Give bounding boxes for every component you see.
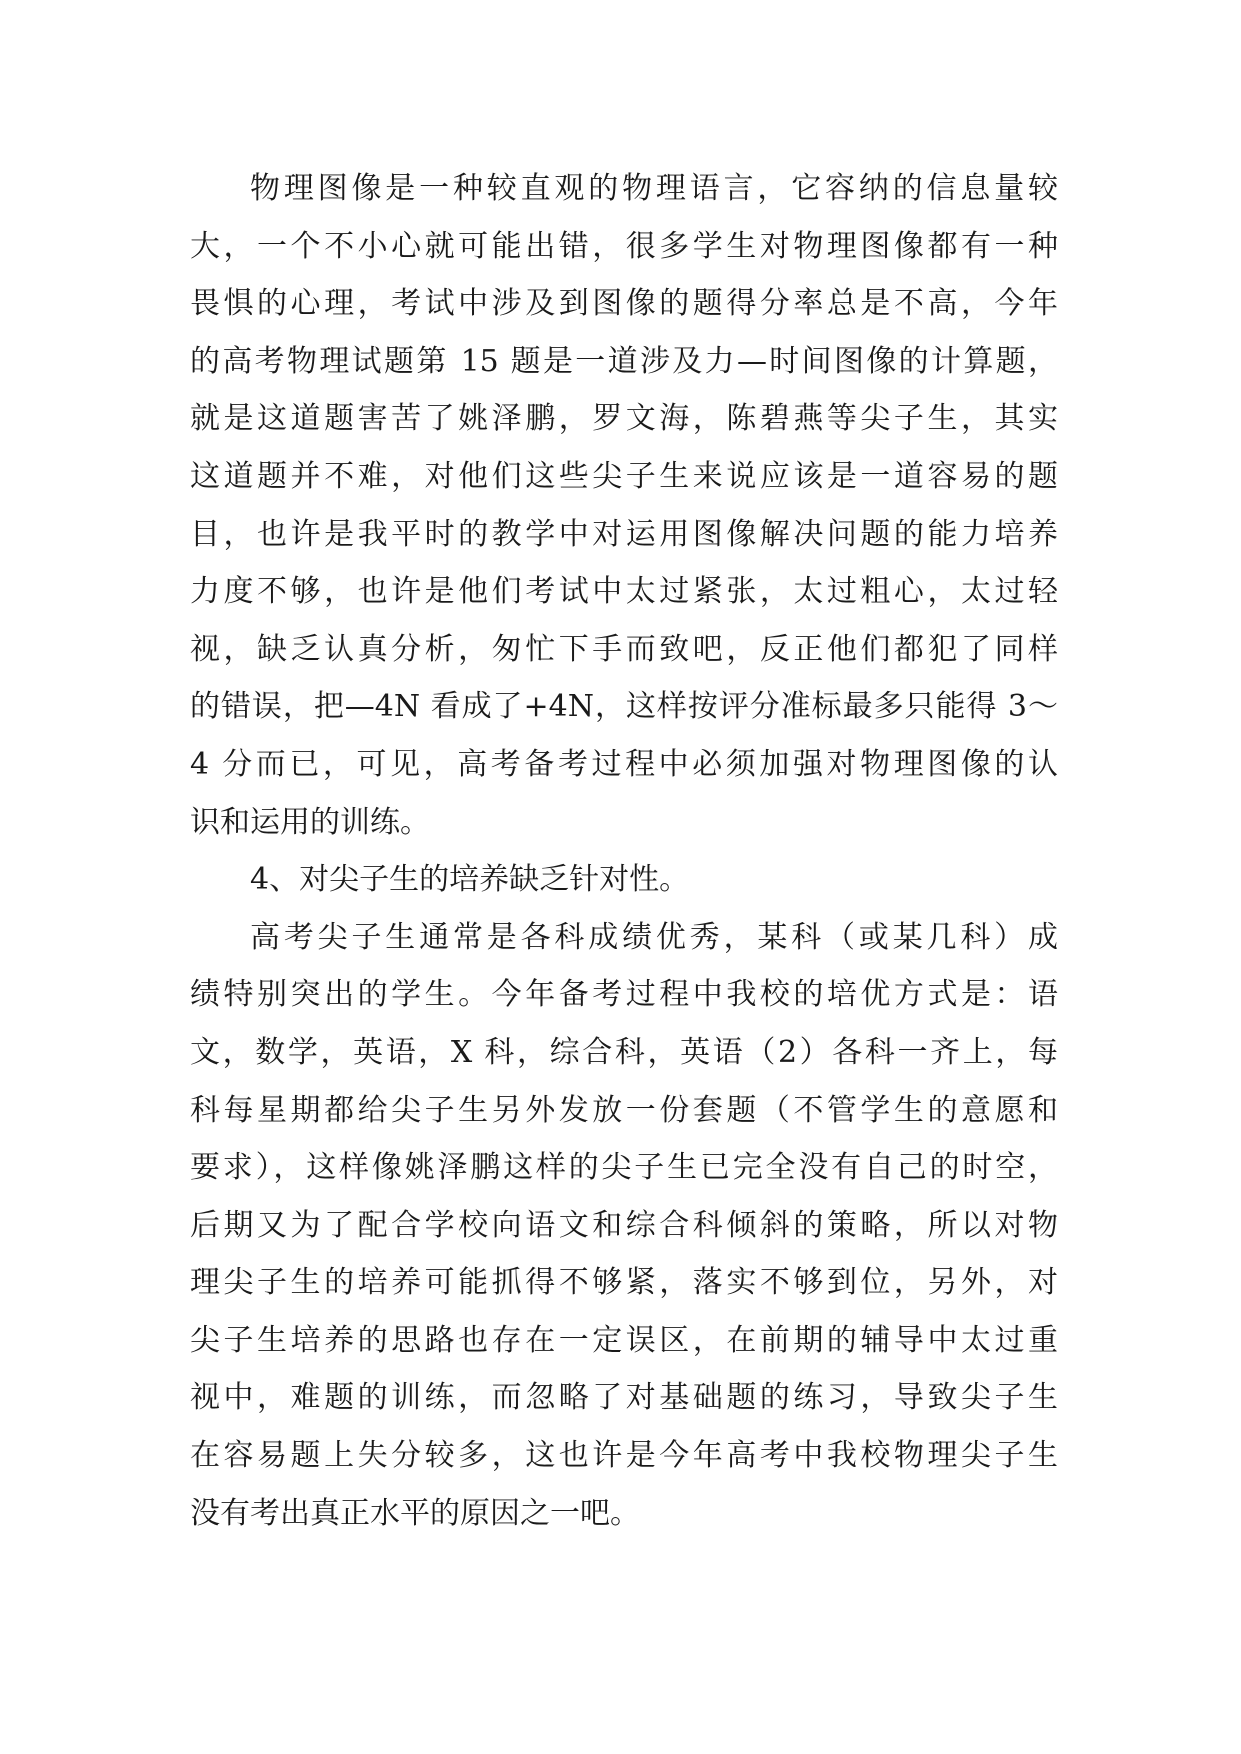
text-line: 就是这道题害苦了姚泽鹏，罗文海，陈碧燕等尖子生，其实 [190,401,1058,437]
text-line: 力度不够，也许是他们考试中太过紧张，太过粗心，太过轻 [190,574,1058,610]
text-line: 视中，难题的训练，而忽略了对基础题的练习，导致尖子生 [190,1380,1058,1416]
text-line: 在容易题上失分较多，这也许是今年高考中我校物理尖子生 [190,1438,1058,1474]
paragraph-image-analysis [190,160,1058,851]
text-line: 绩特别突出的学生。今年备考过程中我校的培优方式是：语 [190,977,1058,1013]
paragraph-top-student-training [190,909,1058,1543]
text-line: 后期又为了配合学校向语文和综合科倾斜的策略，所以对物 [190,1207,1058,1243]
text-line: 识和运用的训练。 [190,804,430,840]
text-line: 高考尖子生通常是各科成绩优秀，某科（或某几科）成 [250,919,1058,955]
text-line: 科每星期都给尖子生另外发放一份套题（不管学生的意愿和 [190,1092,1058,1128]
text-line: 理尖子生的培养可能抓得不够紧，落实不够到位，另外，对 [190,1265,1058,1301]
text-line: 物理图像是一种较直观的物理语言，它容纳的信息量较 [250,171,1058,206]
text-line: 没有考出真正水平的原因之一吧。 [190,1495,640,1531]
text-line: 视，缺乏认真分析，匆忙下手而致吧，反正他们都犯了同样 [190,631,1058,667]
text-line: 尖子生培养的思路也存在一定误区，在前期的辅导中太过重 [190,1322,1058,1358]
text-line: 的错误，把—4N 看成了+4N，这样按评分准标最多只能得 3～ [190,689,1058,725]
text-line: 的高考物理试题第 15 题是一道涉及力—时间图像的计算题， [190,343,1058,379]
text-line: 要求），这样像姚泽鹏这样的尖子生已完全没有自己的时空， [190,1150,1058,1186]
text-line: 文，数学，英语，X 科，综合科，英语（2）各科一齐上，每 [190,1034,1058,1070]
text-line: 这道题并不难，对他们这些尖子生来说应该是一道容易的题 [190,458,1058,494]
text-line: 4 分而已，可见，高考备考过程中必须加强对物理图像的认 [190,746,1058,782]
text-line: 4、对尖子生的培养缺乏针对性。 [250,862,690,898]
text-line: 目，也许是我平时的教学中对运用图像解决问题的能力培养 [190,516,1058,552]
document-body [190,160,1058,1542]
text-line: 畏惧的心理，考试中涉及到图像的题得分率总是不高，今年 [190,286,1058,322]
section-heading-4 [190,851,1058,909]
text-line: 大，一个不小心就可能出错，很多学生对物理图像都有一种 [190,228,1058,264]
